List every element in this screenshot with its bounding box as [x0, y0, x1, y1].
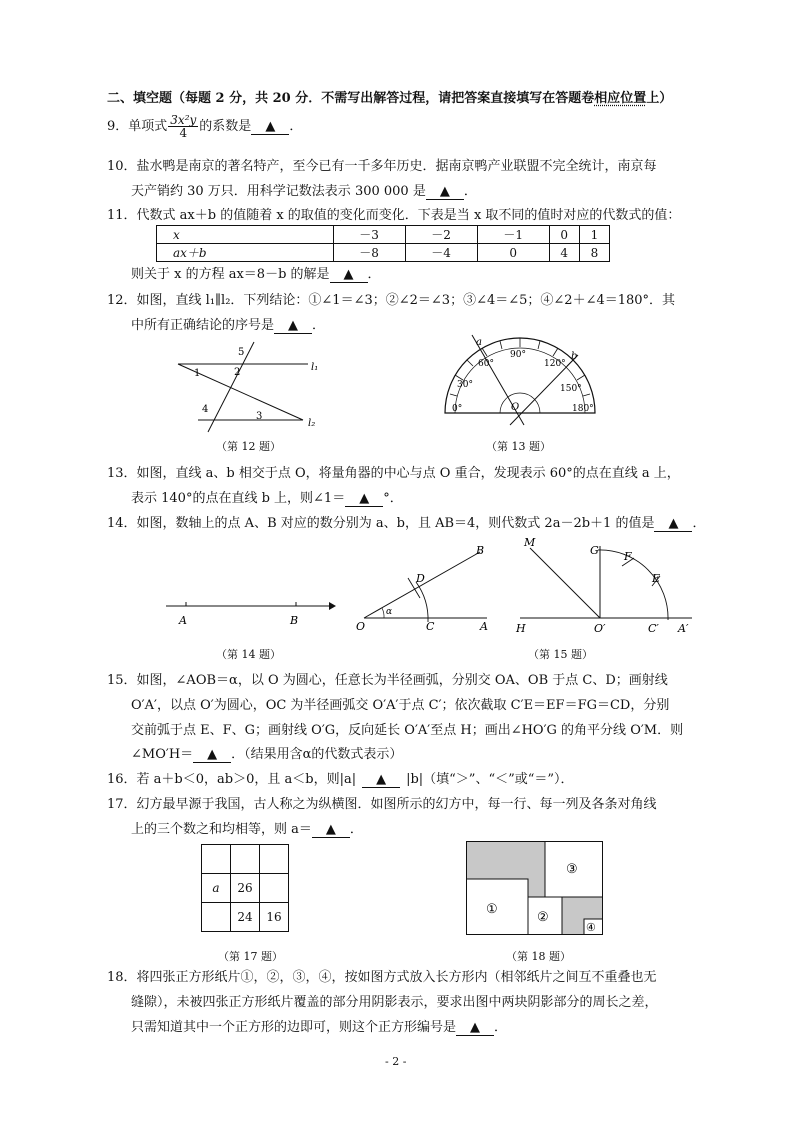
question-14 [107, 512, 705, 532]
fig13-label: 120° [544, 359, 566, 369]
answer-blank-12[interactable]: ▲ [274, 318, 312, 334]
fig13-label: 30° [457, 380, 473, 390]
fig13-label: 0° [452, 404, 463, 414]
q10-text: 天产销约 30 万只．用科学记数法表示 300 000 是 [131, 184, 426, 199]
question-12-line2 [131, 314, 325, 334]
answer-blank-10[interactable]: ▲ [426, 184, 464, 200]
section-header-main: 二、填空题（每题 2 分，共 20 分．不需写出解答过程，请把答案直接填写在答题卷 [107, 91, 595, 106]
q17-text: 上的三个数之和均相等，则 a＝ [131, 822, 312, 837]
fig13-label: a [476, 337, 482, 348]
answer-blank-13[interactable]: ▲ [345, 491, 383, 507]
q10-end: ． [463, 184, 477, 199]
figure-15a [352, 542, 492, 634]
magic-square-cell: a [202, 874, 231, 903]
fig18-label: ③ [566, 862, 578, 877]
fig15-caption: （第 15 题） [528, 648, 593, 661]
magic-square-cell: 16 [260, 903, 289, 932]
q9-text-post: 的系数是 [199, 119, 252, 134]
fig15a-label: B [476, 544, 485, 557]
question-17-line2 [131, 818, 363, 838]
fig12-label: 5 [238, 347, 245, 358]
fig14-label: A [179, 614, 187, 627]
question-9 [107, 114, 302, 139]
page-number: - 2 - [385, 1055, 407, 1068]
section-header-end: 上） [646, 91, 673, 106]
question-17-line1: 17．幻方最早源于我国，古人称之为纵横图．如图所示的幻方中，每一行、每一列及各条对角线 [107, 797, 657, 812]
answer-blank-17[interactable]: ▲ [312, 822, 350, 838]
question-15-line2: O′A′，以点 O′为圆心，OC 为半径画弧交 O′A′于点 C′；依次截取 C′E＝EF＝FG＝CD，分别 [131, 698, 670, 713]
fig15b-label: A′ [678, 622, 689, 634]
fig15a-label: O [356, 620, 366, 633]
fig12-label: 4 [202, 404, 209, 415]
table-row [157, 244, 610, 262]
table-cell: －8 [333, 244, 405, 262]
q9-number: 9． [107, 119, 129, 134]
q11-end: ． [367, 267, 381, 282]
fig18-label: ② [537, 910, 549, 925]
answer-blank-14[interactable]: ▲ [654, 516, 692, 532]
answer-blank-18[interactable]: ▲ [456, 1020, 494, 1036]
question-11-line2 [131, 263, 381, 283]
question-13-line1: 13．如图，直线 a、b 相交于点 O，将量角器的中心与点 O 重合，发现表示 60°的点在直线 a 上， [107, 466, 680, 481]
fig14-label: B [290, 614, 299, 627]
fig15b-label: C′ [648, 622, 659, 634]
question-16 [107, 768, 574, 788]
figure-14 [164, 596, 339, 628]
q15-text: ∠MO′H＝ [131, 747, 194, 762]
magic-square-cell [260, 845, 289, 874]
figure-15b [512, 530, 702, 634]
question-12-line1: 12．如图，直线 l₁∥l₂．下列结论：①∠1＝∠3；②∠2＝∠3；③∠4＝∠5；④∠2＋∠4＝180°．其 [107, 293, 676, 308]
q14-text: 14．如图，数轴上的点 A、B 对应的数分别为 a、b，且 AB＝4，则代数式 2a－2b＋1 的值是 [107, 516, 655, 531]
fig15b-label: E [652, 572, 661, 585]
magic-square-cell: 26 [231, 874, 260, 903]
answer-blank-9[interactable]: ▲ [251, 119, 289, 135]
figure-12 [168, 340, 328, 435]
q13-end: °． [383, 491, 403, 506]
q9-fraction-den: 4 [179, 126, 188, 140]
fig12-caption: （第 12 题） [216, 440, 281, 453]
question-10-line1: 10．盐水鸭是南京的著名特产，至今已有一千多年历史．据南京鸭产业联盟不完全统计，南京每 [107, 159, 657, 174]
fig15a-label: α [386, 607, 393, 617]
figure-17 [201, 844, 289, 932]
q9-fraction [168, 114, 198, 139]
question-15-line3: 交前弧于点 E、F、G；画射线 O′G，反向延长 O′A′至点 H；画出∠HO′G 的角平分线 O′M．则 [131, 723, 684, 738]
fig15b-label: F [624, 550, 632, 563]
fig15b-label: O′ [594, 622, 606, 634]
fig15a-label: A [480, 620, 488, 633]
fig15b-label: G [590, 544, 599, 557]
magic-square-cell [202, 845, 231, 874]
value-table [156, 225, 610, 262]
table-cell: －2 [405, 226, 477, 244]
table-cell: ax＋b [157, 244, 334, 262]
table-cell: 0 [549, 226, 579, 244]
question-18-line3 [131, 1016, 507, 1036]
fig15a-label: D [416, 572, 425, 585]
answer-blank-16[interactable]: ▲ [362, 772, 400, 788]
answer-blank-15[interactable]: ▲ [193, 747, 231, 763]
q18-end: ． [494, 1020, 508, 1035]
question-10-line2 [131, 180, 477, 200]
fig18-caption: （第 18 题） [506, 950, 571, 963]
fig18-label: ④ [586, 921, 596, 934]
q17-end: ． [349, 822, 363, 837]
question-18-line1: 18．将四张正方形纸片①，②，③，④，按如图方式放入长方形内（相邻纸片之间互不重叠也无 [107, 970, 657, 985]
fig13-caption: （第 13 题） [486, 440, 551, 453]
fig17-caption: （第 17 题） [218, 950, 283, 963]
table-cell: －3 [333, 226, 405, 244]
magic-square-cell [231, 845, 260, 874]
q9-fraction-num: 3x²y [170, 113, 197, 127]
fig13-label: 180° [572, 404, 594, 414]
q15-end: ．（结果用含α的代数式表示） [231, 747, 403, 762]
table-row [157, 226, 610, 244]
figure-13 [440, 333, 600, 428]
question-18-line2: 缝隙），未被四张正方形纸片覆盖的部分用阴影表示，要求出图中两块阴影部分的周长之差， [131, 995, 658, 1010]
table-cell: 4 [549, 244, 579, 262]
section-header-emph: 相应位置 [594, 91, 647, 106]
table-cell: 8 [579, 244, 609, 262]
fig12-label: l₂ [308, 418, 316, 429]
fig13-label: O [511, 402, 520, 413]
table-cell: －1 [477, 226, 549, 244]
q18-text: 只需知道其中一个正方形的边即可，则这个正方形编号是 [131, 1020, 457, 1035]
q14-end: ． [692, 516, 706, 531]
question-15-line1: 15．如图，∠AOB＝α，以 O 为圆心，任意长为半径画弧，分别交 OA、OB 于点 C、D；画射线 [107, 673, 668, 688]
q12-end: ． [312, 318, 326, 333]
fig13-label: 90° [510, 350, 526, 360]
question-13-line2 [131, 487, 403, 507]
fig12-label: 2 [234, 367, 241, 378]
q12-text: 中所有正确结论的序号是 [131, 318, 275, 333]
fig12-label: l₁ [311, 362, 319, 373]
table-cell: －4 [405, 244, 477, 262]
question-15-line4 [131, 743, 402, 763]
q16-text: 16．若 a＋b＜0，ab＞0，且 a＜b，则|a| [107, 772, 357, 787]
question-11-line1: 11．代数式 ax＋b 的值随着 x 的取值的变化而变化．下表是当 x 取不同的值时对应的代数式的值： [107, 208, 681, 223]
q16-text-post: |b|（填“＞”、“＜”或“＝”）． [406, 772, 574, 787]
table-cell: 0 [477, 244, 549, 262]
figure-18 [466, 841, 604, 936]
magic-square-cell [260, 874, 289, 903]
q9-end: ． [289, 119, 303, 134]
table-cell: x [157, 226, 334, 244]
fig13-label: b [571, 351, 578, 362]
table-cell: 1 [579, 226, 609, 244]
fig13-label: 60° [478, 359, 494, 369]
magic-square-cell: 24 [231, 903, 260, 932]
fig15b-label: H [516, 622, 526, 634]
fig13-label: 150° [560, 384, 582, 394]
magic-square-cell [202, 903, 231, 932]
fig18-label: ① [486, 902, 498, 917]
fig15b-label: M [524, 536, 536, 549]
q13-text: 表示 140°的点在直线 b 上，则∠1＝ [131, 491, 346, 506]
fig15a-label: C [426, 620, 435, 633]
answer-blank-11[interactable]: ▲ [330, 267, 368, 283]
q11-text: 则关于 x 的方程 ax＝8－b 的解是 [131, 267, 330, 282]
q9-text: 单项式 [128, 119, 168, 134]
fig12-label: 3 [256, 411, 263, 422]
section-header [107, 87, 672, 106]
fig14-caption: （第 14 题） [216, 648, 281, 661]
fig12-label: 1 [194, 368, 201, 379]
